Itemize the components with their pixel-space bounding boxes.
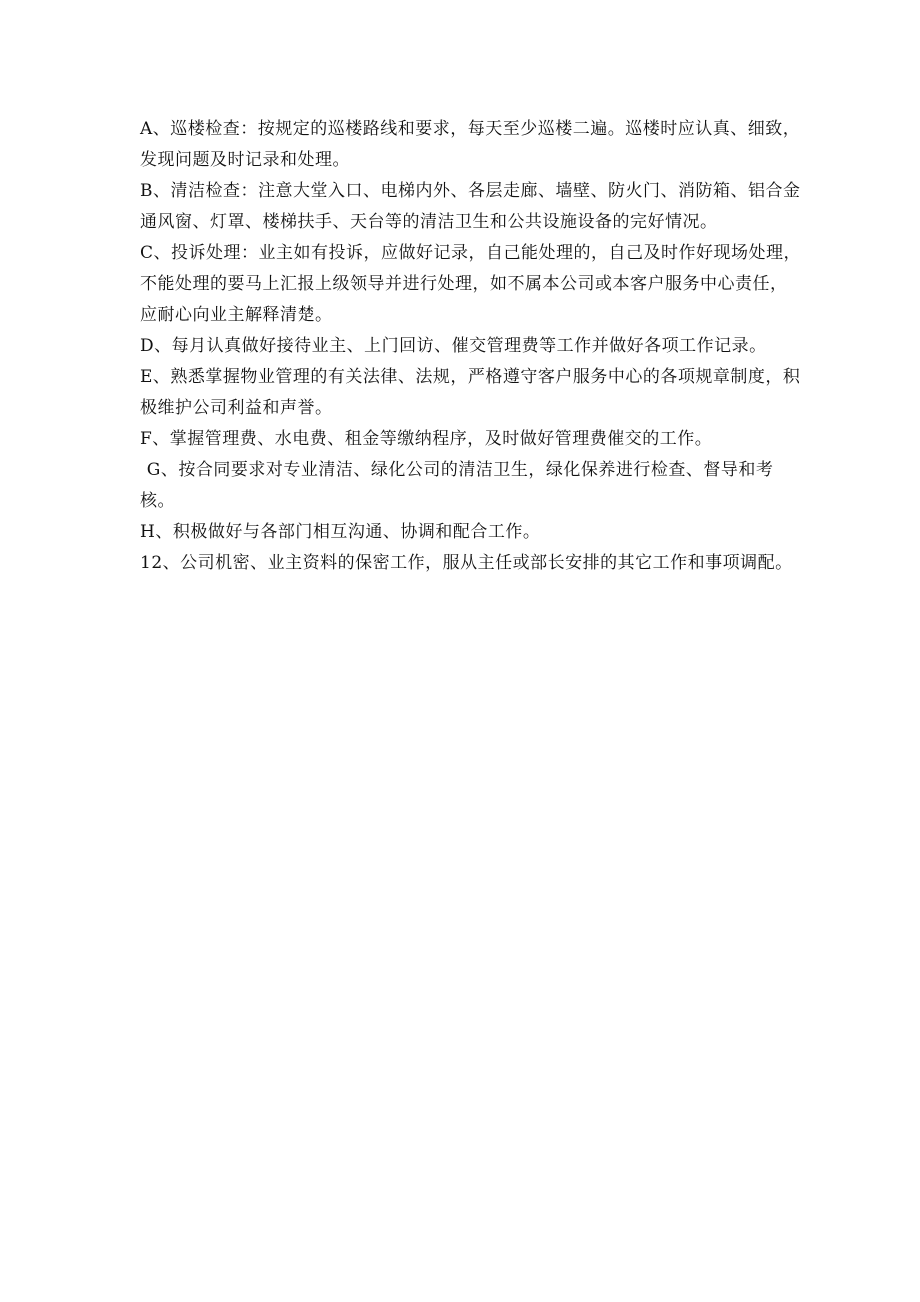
paragraph-g: G、按合同要求对专业清洁、绿化公司的清洁卫生，绿化保养进行检查、督导和考核。: [140, 460, 774, 511]
paragraph-h: H、积极做好与各部门相互沟通、协调和配合工作。: [140, 522, 541, 542]
paragraph-a: A、巡楼检查：按规定的巡楼路线和要求，每天至少巡楼二遍。巡楼时应认真、细致，发现问题及时记录和处理。: [140, 119, 801, 170]
document-body: [140, 114, 804, 579]
paragraph-c: C、投诉处理：业主如有投诉，应做好记录，自己能处理的，自己及时作好现场处理，不能处理的要马上汇报上级领导并进行处理，如不属本公司或本客户服务中心责任，应耐心向业主解释清楚。: [140, 243, 802, 325]
paragraph-e: E、熟悉掌握物业管理的有关法律、法规，严格遵守客户服务中心的各项规章制度，积极维护公司利益和声誉。: [140, 367, 801, 418]
paragraph-d: D、每月认真做好接待业主、上门回访、催交管理费等工作并做好各项工作记录。: [140, 336, 767, 356]
paragraph-b: B、清洁检查：注意大堂入口、电梯内外、各层走廊、墙壁、防火门、消防箱、铝合金通风窗、灯罩、楼梯扶手、天台等的清洁卫生和公共设施设备的完好情况。: [140, 181, 801, 232]
paragraph-f: F、掌握管理费、水电费、租金等缴纳程序，及时做好管理费催交的工作。: [140, 429, 713, 449]
paragraph-12: 12、公司机密、业主资料的保密工作，服从主任或部长安排的其它工作和事项调配。: [140, 553, 793, 573]
